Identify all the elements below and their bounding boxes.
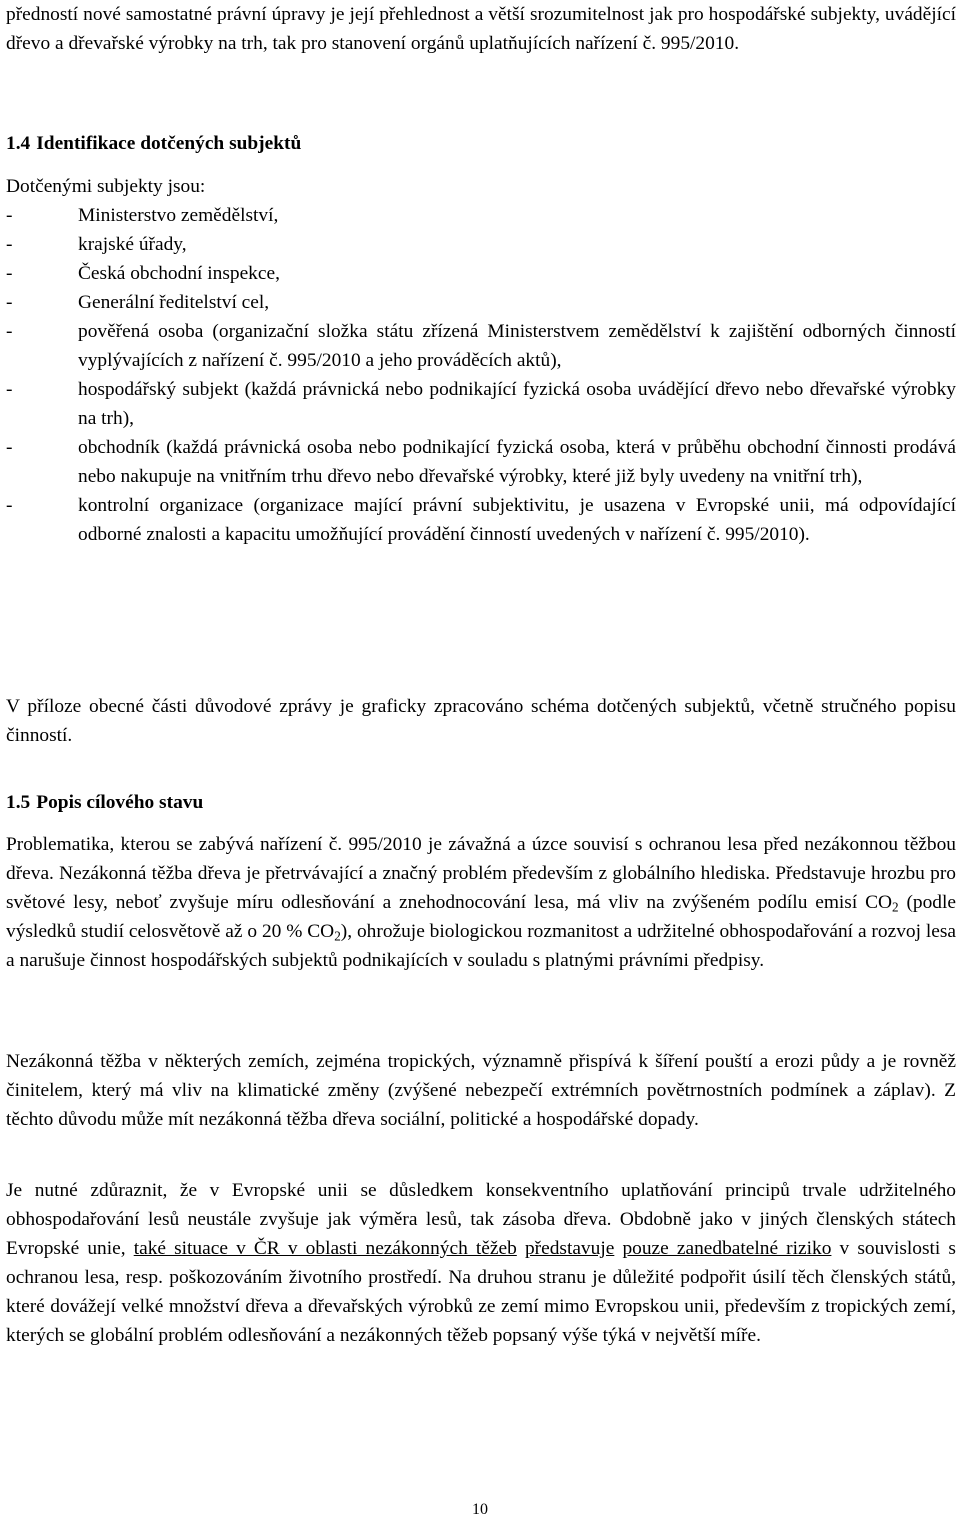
underlined-text: pouze zanedbatelné riziko xyxy=(622,1238,832,1259)
list-item: - obchodník (každá právnická osoba nebo podnikající fyzická osoba, která v průběhu obchodní činnosti prodává nebo nakupuje na vnitřním trhu dřevo nebo dřevařské výrobky, které již byly uvedeny na vnitřní trh), xyxy=(6,433,956,491)
section-number: 1.4 xyxy=(6,133,31,154)
intro-paragraph: předností nové samostatné právní úpravy je její přehlednost a větší srozumitelnost jak pro hospodářské subjekty, uvádějící dřevo a dřevařské výrobky na trh, tak pro stanovení orgánů uplatňujících nařízení č. 995/2010. xyxy=(6,4,956,54)
section-1-4-heading xyxy=(6,129,956,158)
list-item: - hospodářský subjekt (každá právnická nebo podnikající fyzická osoba uvádějící dřevo nebo dřevařské výrobky na trh), xyxy=(6,375,956,433)
list-bullet: - xyxy=(6,437,13,458)
list-item: - pověřená osoba (organizační složka státu zřízená Ministerstvem zemědělství k zajištění odborných činností vyplývajících z nařízení č. 995/2010 a jeho prováděcích aktů), xyxy=(6,317,956,375)
list-bullet: - xyxy=(6,234,13,255)
subscript: 2 xyxy=(334,928,341,944)
list-item: - kontrolní organizace (organizace mající právní subjektivitu, je usazena v Evropské unii, má odpovídající odborné znalosti a kapacitu umožňující provádění činností uvedených v nařízení č. 995/2010). xyxy=(6,491,956,549)
section-title: Identifikace dotčených subjektů xyxy=(36,133,302,154)
section-1-5-heading xyxy=(6,788,956,817)
list-bullet: - xyxy=(6,292,13,313)
page-number: 10 xyxy=(472,1501,488,1518)
subjects-lead: Dotčenými subjekty jsou: xyxy=(6,176,206,197)
list-item: - Generální ředitelství cel, xyxy=(6,288,956,317)
list-bullet: - xyxy=(6,379,13,400)
subjects-list xyxy=(6,201,956,549)
target-state-paragraph-2: Nezákonná těžba v některých zemích, zejména tropických, významně přispívá k šíření pouští a erozi půdy a je rovněž činitelem, který má vliv na klimatické změny (zvýšené nebezpečí extrémních povětrnostních podmínek a záplav). Z těchto důvodu může mít nezákonná těžba dřeva sociální, politické a hospodářské dopady. xyxy=(6,1051,956,1130)
list-bullet: - xyxy=(6,321,13,342)
section-title: Popis cílového stavu xyxy=(36,792,204,813)
list-bullet: - xyxy=(6,263,13,284)
underlined-text: také situace v ČR v oblasti nezákonných těžeb xyxy=(133,1238,517,1259)
list-bullet: - xyxy=(6,495,13,516)
section-number: 1.5 xyxy=(6,792,31,813)
target-state-paragraph-3: Je nutné zdůraznit, že v Evropské unii se důsledkem konsekventního uplatňování principů trvale udržitelného obhospodařování lesů neustále zvyšuje jak výměra lesů, tak zásoba dřeva. Obdobně jako v jiných členských státech Evropské unie, také situace v ČR v oblasti nezákonných těžeb představuje pouze zanedbatelné riziko v souvislosti s ochranou lesa, resp. poškozováním životního prostředí. Na druhou stranu je důležité podpořit úsilí těch členských států, které dovážejí velké množství dřeva a dřevařských výrobků ze zemí mimo Evropskou unii, především z tropických zemí, kterých se globální problém odlesňování a nezákonných těžeb popsaný výše týká v největší míře. xyxy=(6,1180,956,1346)
list-item: - Česká obchodní inspekce, xyxy=(6,259,956,288)
annex-note-paragraph: V příloze obecné části důvodové zprávy je graficky zpracováno schéma dotčených subjektů, včetně stručného popisu činností. xyxy=(6,696,956,746)
list-item: - Ministerstvo zemědělství, xyxy=(6,201,956,230)
target-state-paragraph-1: Problematika, kterou se zabývá nařízení č. 995/2010 je závažná a úzce souvisí s ochranou lesa před nezákonnou těžbou dřeva. Nezákonná těžba dřeva je přetrvávající a značný problém především z globálního hlediska. Představuje hrozbu pro světové lesy, neboť zvyšuje míru odlesňování a znehodnocování lesa, má vliv na zvýšeném podílu emisí $CO_2$ (podle výsledků studií celosvětově až o 20 % $CO_2$), ohrožuje biologickou rozmanitost a udržitelné obhospodařování a rozvoj lesa a narušuje činnost hospodářských subjektů podnikajících v souladu s platnými právními předpisy. xyxy=(6,834,956,971)
subscript: 2 xyxy=(892,899,899,915)
underlined-text: představuje xyxy=(524,1238,615,1259)
list-bullet: - xyxy=(6,205,13,226)
list-item: - krajské úřady, xyxy=(6,230,956,259)
